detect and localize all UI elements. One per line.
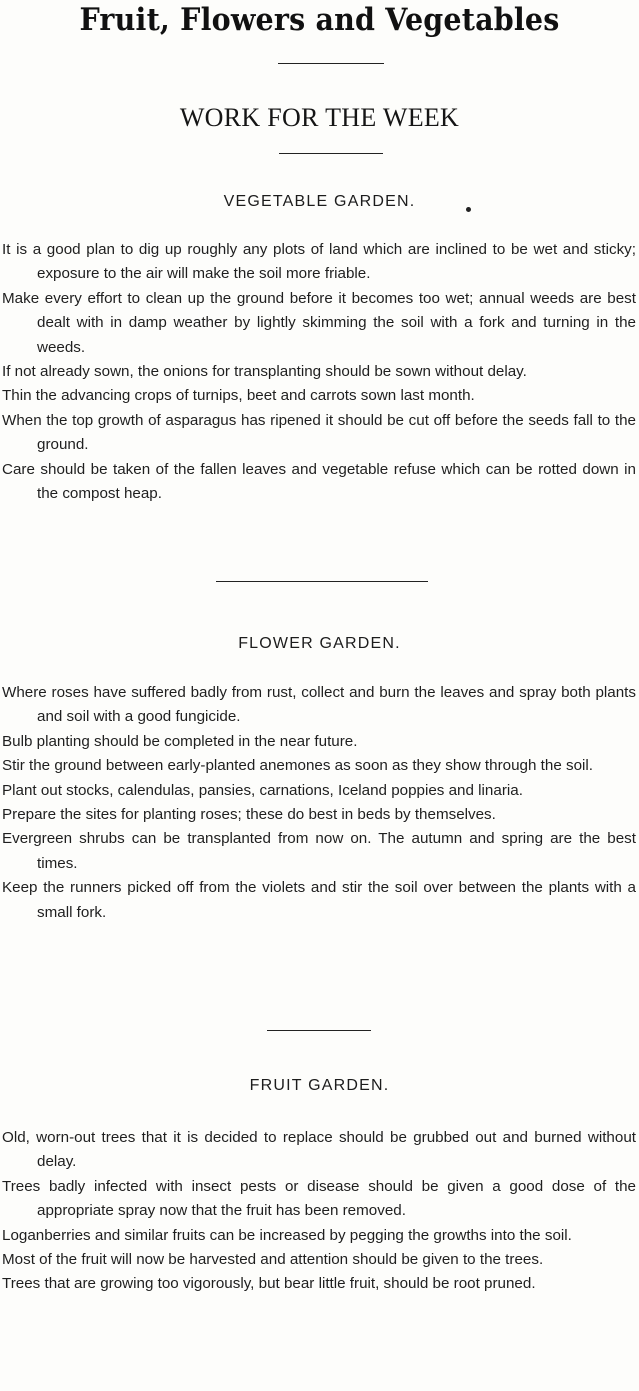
list-item: Keep the runners picked off from the violets and stir the soil over between the plants with a small fork. xyxy=(2,879,636,921)
ink-speck xyxy=(466,207,471,212)
list-item: Make every effort to clean up the ground before it becomes too wet; annual weeds are best dealt with in damp weather by lightly skimming the soil with a fork and turning in the weeds. xyxy=(2,289,636,356)
section-divider xyxy=(267,1030,371,1031)
list-item: Evergreen shrubs can be transplanted from now on. The autumn and spring are the best times. xyxy=(2,830,636,872)
list-item: Old, worn-out trees that it is decided to replace should be grubbed out and burned without delay. xyxy=(2,1129,636,1171)
list-item: Plant out stocks, calendulas, pansies, carnations, Iceland poppies and linaria. xyxy=(2,781,523,799)
page-subtitle: WORK FOR THE WEEK xyxy=(179,103,460,132)
vegetable-garden-list xyxy=(0,238,639,506)
masthead-rule xyxy=(278,63,384,64)
list-item: Trees badly infected with insect pests or disease should be given a good dose of the appropriate spray now that the fruit has been removed. xyxy=(2,1177,636,1220)
list-item: Trees that are growing too vigorously, but bear little fruit, should be root pruned. xyxy=(2,1275,536,1293)
section-heading-fruit: FRUIT GARDEN. xyxy=(249,1077,390,1094)
list-item: When the top growth of asparagus has ripened it should be cut off before the seeds fall to the ground. xyxy=(2,411,636,454)
list-item: Prepare the sites for planting roses; these do best in beds by themselves. xyxy=(2,806,496,824)
list-item: It is a good plan to dig up roughly any plots of land which are inclined to be wet and sticky; exposure to the air will make the soil more friable. xyxy=(2,241,636,283)
section-heading-vegetable: VEGETABLE GARDEN. xyxy=(223,193,416,210)
list-item: If not already sown, the onions for transplanting should be sown without delay. xyxy=(2,363,527,381)
masthead-title: Fruit, Flowers and Vegetables xyxy=(79,2,560,38)
list-item: Where roses have suffered badly from rust, collect and burn the leaves and spray both plants and soil with a good fungicide. xyxy=(2,684,636,726)
flower-garden-list xyxy=(0,681,639,925)
list-item: Loganberries and similar fruits can be increased by pegging the growths into the soil. xyxy=(2,1226,572,1244)
list-item: Most of the fruit will now be harvested and attention should be given to the trees. xyxy=(2,1251,544,1269)
list-item: Stir the ground between early-planted anemones as soon as they show through the soil. xyxy=(2,757,593,775)
fruit-garden-list xyxy=(0,1126,639,1297)
section-divider xyxy=(216,581,428,582)
list-item: Thin the advancing crops of turnips, beet and carrots sown last month. xyxy=(2,387,475,405)
list-item: Care should be taken of the fallen leaves and vegetable refuse which can be rotted down in the compost heap. xyxy=(2,460,636,503)
subtitle-rule xyxy=(279,153,383,154)
list-item: Bulb planting should be completed in the near future. xyxy=(2,732,358,750)
section-heading-flower: FLOWER GARDEN. xyxy=(238,635,401,652)
